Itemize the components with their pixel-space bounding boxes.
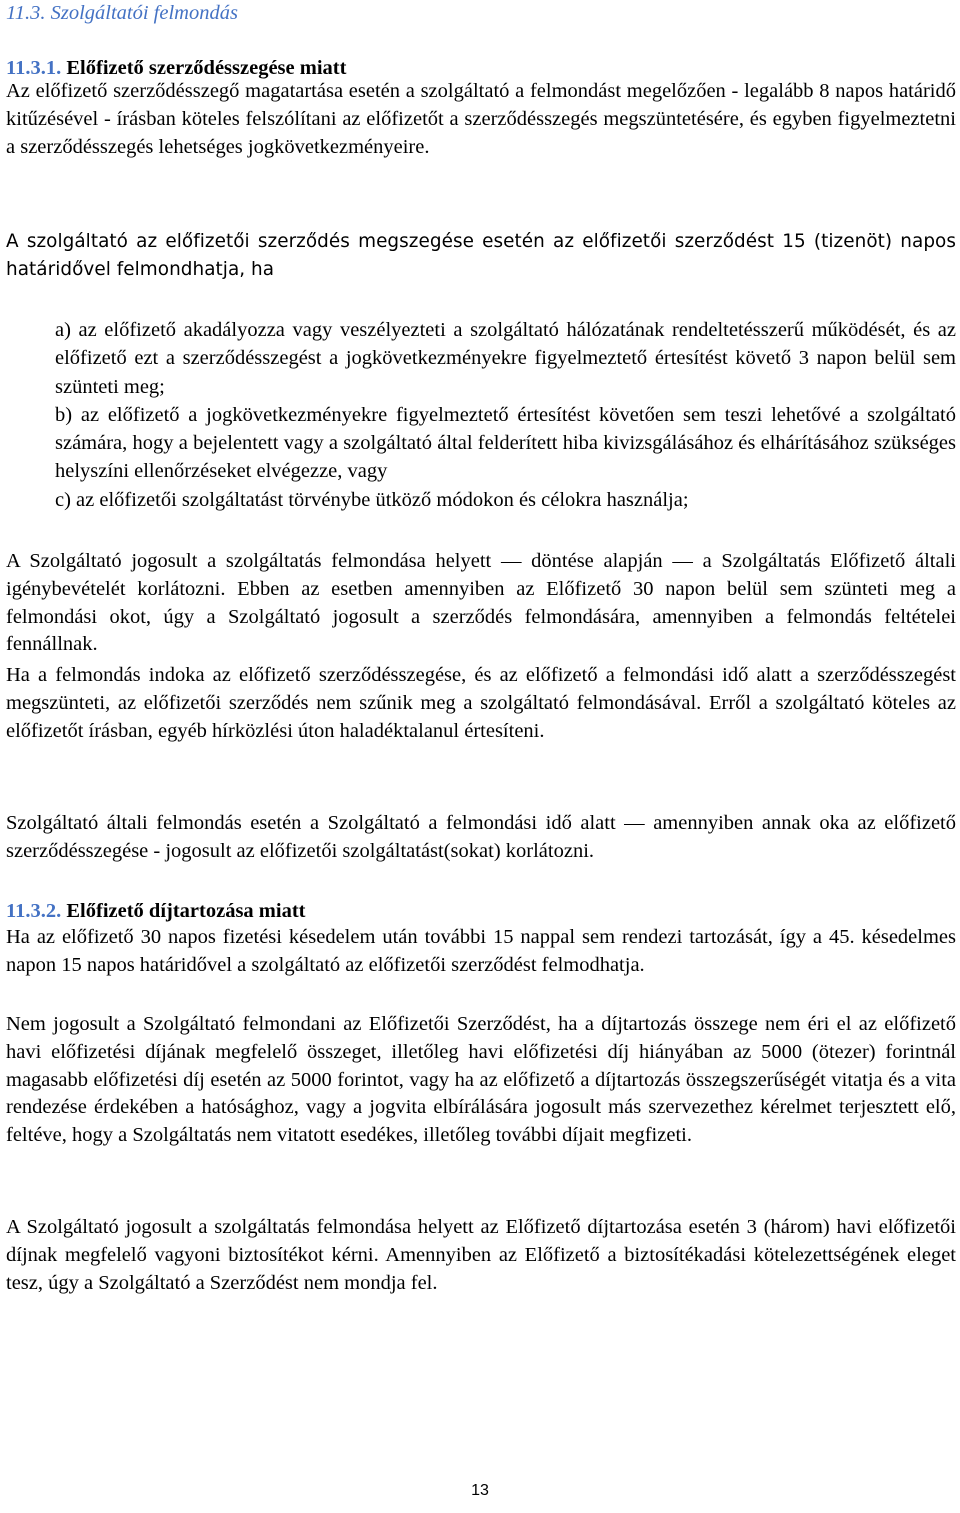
paragraph-restriction: A Szolgáltató jogosult a szolgáltatás felmondása helyett — döntése alapján — a Szolgáltatás Előfizető általi igénybevételét korlátozni. Ebben az esetben amennyiben az Előfizető 30 napon belül sem szünteti meg a felmondási okot, úgy a Szolgáltató jogosult a szerződés felmondására, amennyiben a felmondás feltételei fennállnak. — [6, 550, 956, 656]
section-heading: 11.3. Szolgáltatói felmondás — [6, 2, 238, 24]
subsection-heading-2 — [6, 900, 305, 923]
list-item: b) az előfizető a jogkövetkezményekre figyelmeztető értesítést követően sem teszi lehetővé a szolgáltató számára, hogy a bejelentett vagy a szolgáltató által felderített hiba kivizsgálásához és elhárításához szükséges helyszíni ellenőrzéseket elvégezze, vagy — [55, 403, 956, 483]
paragraph-notice: Az előfizető szerződésszegő magatartása esetén a szolgáltató a felmondást megelőzően - legalább 8 napos határidő kitűzésével - írásban köteles felszólítani az előfizetőt a szerződésszegés megszüntetésére, és egyben figyelmeztetni a szerződésszegés lehetséges jogkövetkezményeire. — [6, 80, 956, 158]
paragraph-payment-delay: Ha az előfizető 30 napos fizetési késedelem után további 15 nappal sem rendezi tartozását, így a 45. késedelmes napon 15 napos határidővel a szolgáltató az előfizetői szerződést felmodhatja. — [6, 926, 956, 976]
list-item: c) az előfizetői szolgáltatást törvénybe ütköző módokon és célokra használja; — [55, 488, 689, 511]
paragraph-no-termination: Nem jogosult a Szolgáltató felmondani az Előfizetői Szerződést, ha a díjtartozás összege nem éri el az előfizető havi előfizetési díjának megfelelő összeget, illetőleg havi előfizetési díj hiányában az 5000 (ötezer) forintnál magasabb előfizetési díj esetén az 5000 forintot, vagy ha az előfizető a díjtartozás összegszerűségét vitatja és a vita rendezése érdekében a hatósághoz, vagy a jogvita elbírálására jogosult más szervezethez kérelmet terjesztett elő, feltéve, hogy a Szolgáltatás nem vitatott esedékes, illetőleg további díjait megfizeti. — [6, 1013, 956, 1147]
subsection-number: 11.3.1. — [6, 57, 62, 79]
paragraph-termination-conditions: A szolgáltató az előfizetői szerződés megszegése esetén az előfizetői szerződést 15 (tizenöt) napos határidővel felmondhatja, ha — [6, 231, 956, 280]
paragraph-remedy: Ha a felmondás indoka az előfizető szerződésszegése, és az előfizető a felmondási idő alatt a szerződésszegést megszünteti, az előfizetői szerződés nem szűnik meg a szolgáltató felmondásával. Erről a szolgáltató köteles az előfizetőt írásban, egyéb hírközlési úton haladéktalanul értesíteni. — [6, 664, 956, 742]
termination-reasons-list — [55, 316, 956, 514]
paragraph-security-deposit: A Szolgáltató jogosult a szolgáltatás felmondása helyett az Előfizető díjtartozása esetén 3 (három) havi előfizetői díjnak megfelelő vagyoni biztosítékot kérni. Amennyiben az Előfizető a biztosítékadási kötelezettségének eleget tesz, úgy a Szolgáltató a Szerződést nem mondja fel. — [6, 1216, 956, 1294]
paragraph-restriction-during-notice: Szolgáltató általi felmondás esetén a Szolgáltató a felmondási idő alatt — amennyiben annak oka az előfizető szerződésszegése - jogosult az előfizetői szolgáltatást(sokat) korlátozni. — [6, 812, 956, 862]
subsection-heading-1 — [6, 57, 346, 80]
list-item: a) az előfizető akadályozza vagy veszélyezteti a szolgáltató hálózatának rendeltetésszerű működését, és az előfizető ezt a szerződésszegést a jogkövetkezményekre figyelmeztető értesítést követő 3 napon belül sem szünteti meg; — [55, 319, 956, 398]
subsection-title: Előfizető szerződésszegése miatt — [66, 57, 347, 79]
subsection-number: 11.3.2. — [6, 900, 62, 922]
subsection-title: Előfizető díjtartozása miatt — [66, 900, 306, 922]
page-number: 13 — [471, 1482, 489, 1499]
